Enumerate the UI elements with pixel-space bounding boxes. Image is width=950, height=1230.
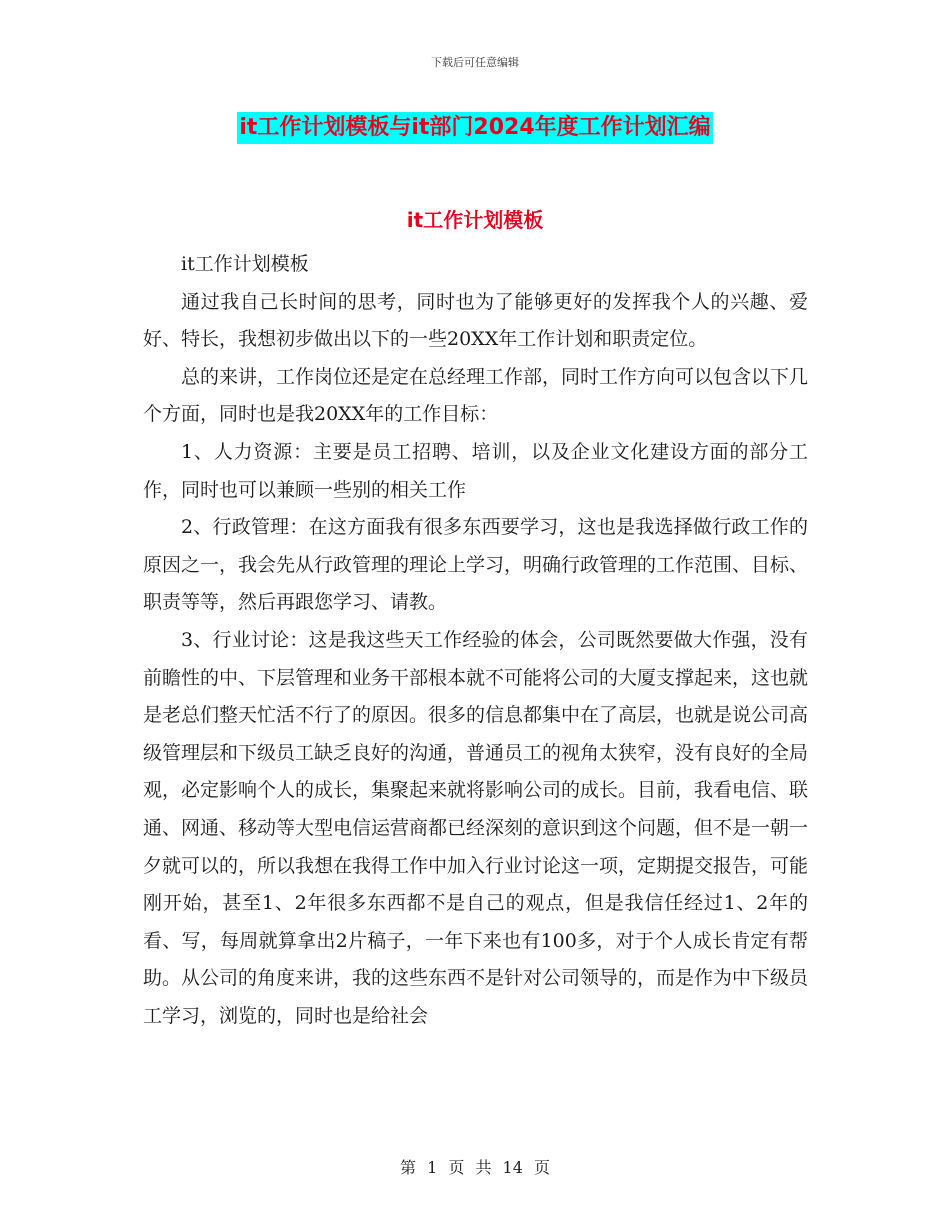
section-title: it工作计划模板 [406, 208, 544, 232]
document-title-wrapper [0, 112, 950, 144]
header-note: 下载后可任意编辑 [431, 56, 519, 69]
page-number-footer: 第 1 页 共 14 页 [400, 1158, 550, 1177]
document-body [143, 246, 808, 1035]
paragraph: it工作计划模板 [181, 253, 309, 275]
paragraph: 2、行政管理：在这方面我有很多东西要学习，这也是我选择做行政工作的原因之一，我会先从行政管理的理论上学习，明确行政管理的工作范围、目标、职责等等，然后再跟您学习、请教。 [143, 516, 809, 614]
paragraph: 通过我自己长时间的思考，同时也为了能够更好的发挥我个人的兴趣、爱好、特长，我想初步做出以下的一些20XX年工作计划和职责定位。 [143, 290, 808, 351]
document-title: it工作计划模板与it部门2024年度工作计划汇编 [237, 112, 712, 144]
paragraph: 3、行业讨论：这是我这些天工作经验的体会，公司既然要做大作强，没有前瞻性的中、下层管理和业务干部根本就不可能将公司的大厦支撑起来，这也就是老总们整天忙活不行了的原因。很多的信息都集中在了高层，也就是说公司高级管理层和下级员工缺乏良好的沟通，普通员工的视角太狭窄，没有良好的全局观，必定影响个人的成长，集聚起来就将影响公司的成长。目前，我看电信、联通、网通、移动等大型电信运营商都已经深刻的意识到这个问题，但不是一朝一夕就可以的，所以我想在我得工作中加入行业讨论这一项，定期提交报告，可能刚开始，甚至1、2年很多东西都不是自己的观点，但是我信任经过1、2年的看、写，每周就算拿出2片稿子，一年下来也有100多，对于个人成长肯定有帮助。从公司的角度来讲，我的这些东西不是针对公司领导的，而是作为中下级员工学习，浏览的，同时也是给社会 [143, 628, 809, 1027]
paragraph: 总的来讲，工作岗位还是定在总经理工作部，同时工作方向可以包含以下几个方面，同时也是我20XX年的工作目标： [143, 365, 809, 426]
paragraph: 1、人力资源：主要是员工招聘、培训，以及企业文化建设方面的部分工作，同时也可以兼顾一些别的相关工作 [143, 440, 808, 501]
